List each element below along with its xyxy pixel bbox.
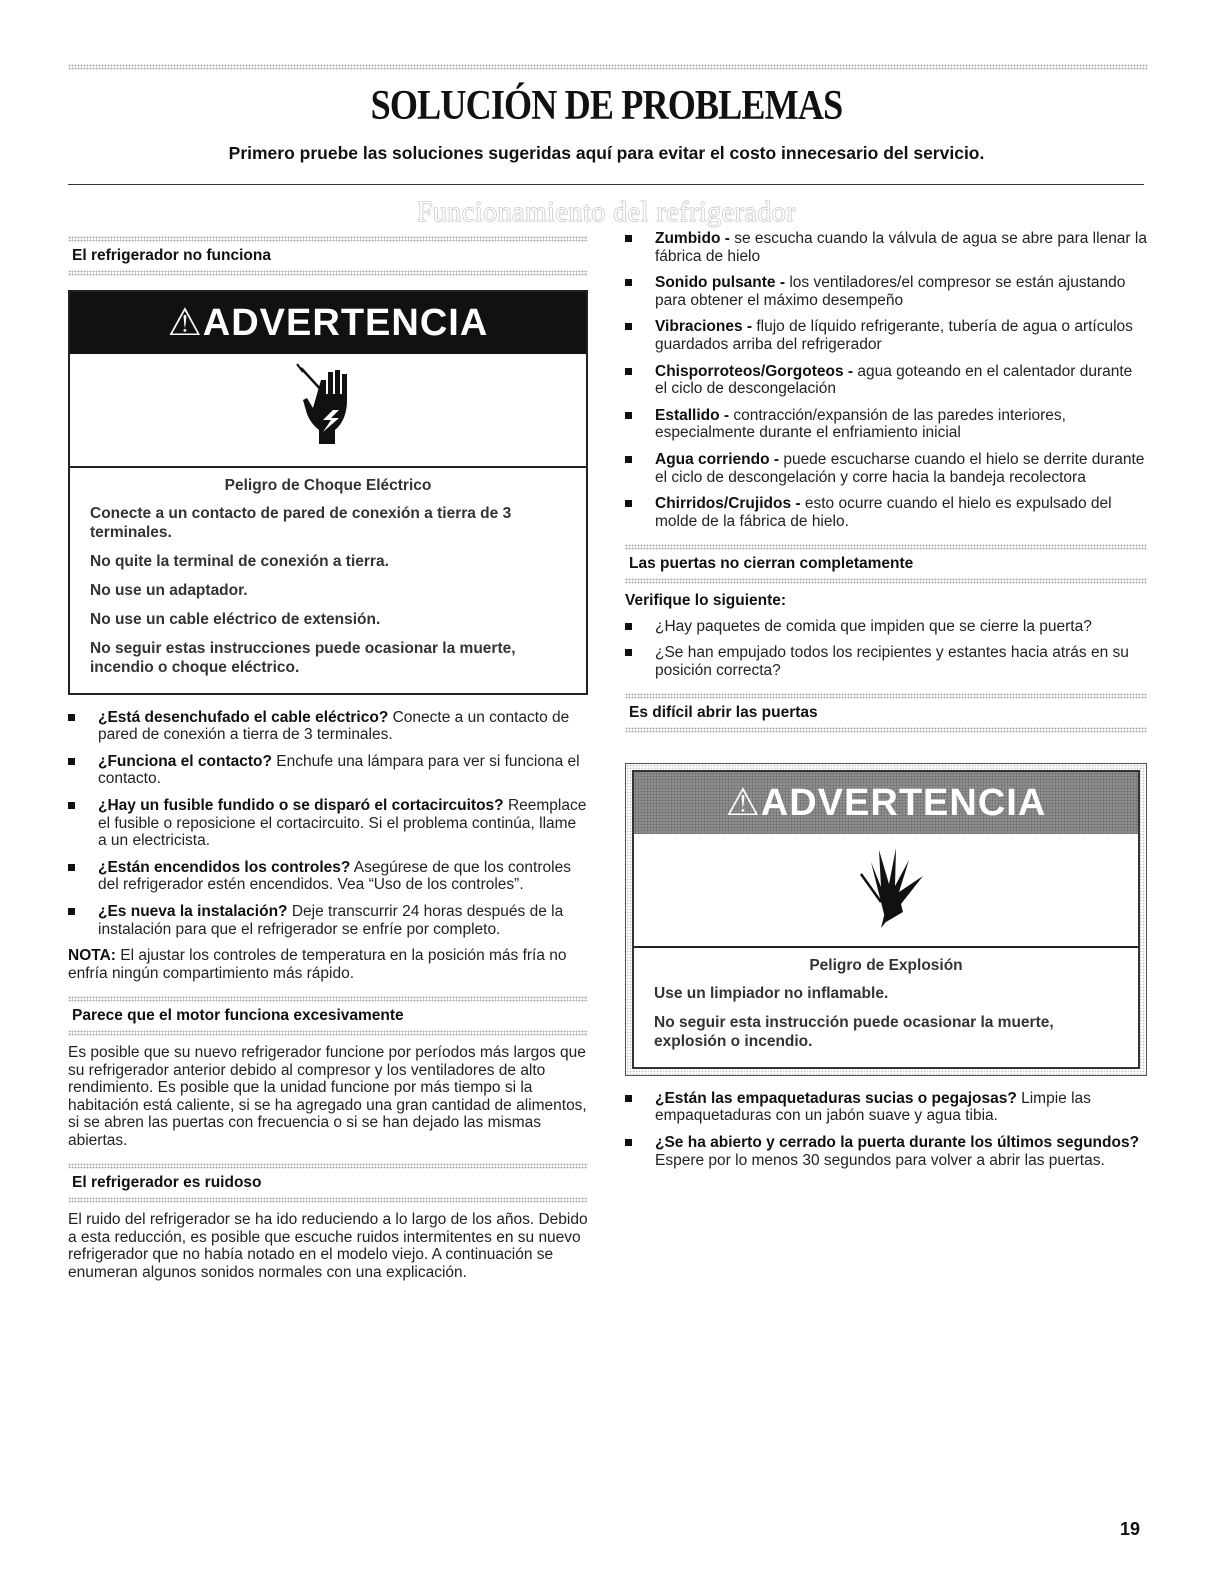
subheading-not-working: El refrigerador no funciona	[72, 247, 271, 264]
dotted-rule	[625, 544, 1147, 550]
warning-triangle-icon: ⚠	[725, 781, 761, 824]
dotted-rule	[68, 996, 588, 1002]
note-paragraph: NOTA: El ajustar los controles de temperatura en la posición más fría no enfría ningún compartimiento más rápido.	[68, 947, 567, 982]
list-item: Estallido - contracción/expansión de las paredes interiores, especialmente durante el enfriamiento inicial	[625, 407, 1147, 442]
list-item: ¿Están encendidos los controles? Asegúrese de que los controles del refrigerador estén encendidos. Vea “Uso de los controles”.	[68, 859, 588, 894]
dotted-rule	[68, 236, 588, 242]
dotted-rule	[68, 1163, 588, 1169]
subheading-motor: Parece que el motor funciona excesivamente	[72, 1007, 404, 1025]
warning-header-text: ADVERTENCIA	[760, 781, 1047, 824]
list-item: ¿Hay un fusible fundido o se disparó el cortacircuitos? Reemplace el fusible o reposicione el cortacircuito. Si el problema continúa, llame a un electricista.	[68, 797, 588, 850]
right-column	[625, 230, 1147, 1178]
warning-header	[70, 292, 586, 354]
explosion-warning-box	[632, 770, 1140, 1069]
section-title: Funcionamiento del refrigerador	[416, 197, 797, 228]
list-item: ¿Es nueva la instalación? Deje transcurrir 24 horas después de la instalación para que el refrigerador se enfríe por completo.	[68, 903, 588, 938]
warning-body	[634, 948, 1138, 1067]
explosion-icon	[841, 842, 931, 936]
dotted-rule	[68, 1197, 588, 1203]
subheading-block	[68, 996, 588, 1036]
list-item: Agua corriendo - puede escucharse cuando el hielo se derrite durante el ciclo de descongelación y corre hacia la bandeja recolectora	[625, 451, 1147, 486]
dotted-rule	[68, 1030, 588, 1036]
warning-line: No seguir estas instrucciones puede ocasionar la muerte, incendio o choque eléctrico.	[90, 639, 516, 676]
list-item: Zumbido - se escucha cuando la válvula de agua se abre para llenar la fábrica de hielo	[625, 230, 1147, 265]
note-label: NOTA:	[68, 947, 116, 965]
list-item: Vibraciones - flujo de líquido refrigerante, tubería de agua o artículos guardados arriba del refrigerador	[625, 318, 1147, 353]
warning-header-text: ADVERTENCIA	[202, 301, 489, 344]
motor-paragraph: Es posible que su nuevo refrigerador funcione por períodos más largos que su refrigerador anterior debido al compresor y los ventiladores de alto rendimiento. Es posible que la unidad funcione por más tiempo si la habitación está caliente, si se ha agregado una gran cantidad de alimentos, si se abren las puertas con frecuencia o si se han dejado las mismas abiertas.	[68, 1043, 587, 1149]
list-item: ¿Se han empujado todos los recipientes y estantes hacia atrás en su posición correcta?	[625, 644, 1147, 679]
electric-shock-hand-icon	[293, 362, 363, 456]
list-item: Sonido pulsante - los ventiladores/el compresor se están ajustando para obtener el máximo desempeño	[625, 274, 1147, 309]
warning-line: Use un limpiador no inflamable.	[654, 984, 889, 1002]
hazard-title: Peligro de Explosión	[809, 956, 963, 974]
shock-warning-box	[68, 290, 588, 695]
warning-line: No seguir esta instrucción puede ocasionar la muerte, explosión o incendio.	[654, 1013, 1054, 1050]
subheading-block	[68, 1163, 588, 1203]
subheading-noisy: El refrigerador es ruidoso	[72, 1174, 262, 1192]
list-item: Chirridos/Crujidos - esto ocurre cuando el hielo es expulsado del molde de la fábrica de hielo.	[625, 495, 1147, 530]
subheading-block	[625, 693, 1147, 733]
list-item: ¿Se ha abierto y cerrado la puerta durante los últimos segundos? Espere por lo menos 30 segundos para volver a abrir las puertas.	[625, 1134, 1147, 1169]
subheading-doors-not-close: Las puertas no cierran completamente	[629, 555, 914, 573]
hard-to-open-list	[625, 1090, 1147, 1169]
warning-body	[70, 468, 586, 693]
dotted-rule	[625, 727, 1147, 733]
subheading-hard-to-open: Es difícil abrir las puertas	[629, 704, 818, 722]
warning-header	[634, 772, 1138, 834]
page-number: 19	[1120, 1519, 1141, 1539]
list-item: Chisporroteos/Gorgoteos - agua goteando en el calentador durante el ciclo de descongelación	[625, 363, 1147, 398]
top-dotted-rule	[68, 64, 1148, 70]
warning-icon-area	[634, 834, 1138, 948]
left-column	[68, 236, 588, 1295]
warning-line: No quite la terminal de conexión a tierra.	[90, 552, 389, 570]
sounds-list	[625, 230, 1147, 530]
page-title: SOLUCIÓN DE PROBLEMAS	[370, 83, 843, 129]
dotted-rule	[625, 578, 1147, 584]
list-item: ¿Están las empaquetaduras sucias o pegajosas? Limpie las empaquetaduras con un jabón suave y agua tibia.	[625, 1090, 1147, 1125]
warning-line: Conecte a un contacto de pared de conexión a tierra de 3 terminales.	[90, 504, 512, 541]
list-item: ¿Hay paquetes de comida que impiden que se cierre la puerta?	[625, 618, 1147, 636]
explosion-warning-frame	[625, 763, 1147, 1076]
not-working-list	[68, 709, 588, 939]
warning-triangle-icon: ⚠	[167, 301, 203, 344]
verify-label: Verifique lo siguiente:	[625, 591, 787, 609]
warning-line: No use un adaptador.	[90, 581, 248, 599]
subheading-block	[68, 236, 588, 276]
list-item: ¿Funciona el contacto? Enchufe una lámpara para ver si funciona el contacto.	[68, 753, 588, 788]
list-item: ¿Está desenchufado el cable eléctrico? Conecte a un contacto de pared de conexión a tierra de 3 terminales.	[68, 709, 588, 744]
hazard-title: Peligro de Choque Eléctrico	[224, 476, 432, 494]
dotted-rule	[625, 693, 1147, 699]
header-divider	[68, 184, 1144, 185]
dotted-rule	[68, 270, 588, 276]
warning-icon-area	[70, 354, 586, 468]
warning-line: No use un cable eléctrico de extensión.	[90, 610, 381, 628]
page-subtitle: Primero pruebe las soluciones sugeridas aquí para evitar el costo innecesario del servicio.	[228, 143, 985, 163]
noisy-paragraph: El ruido del refrigerador se ha ido reduciendo a lo largo de los años. Debido a esta reducción, es posible que escuche ruidos intermitentes en su nuevo refrigerador que no había notado en el modelo viejo. A continuación se enumeran algunos sonidos normales con una explicación.	[68, 1211, 588, 1281]
subheading-block	[625, 544, 1147, 584]
doors-list	[625, 618, 1147, 680]
